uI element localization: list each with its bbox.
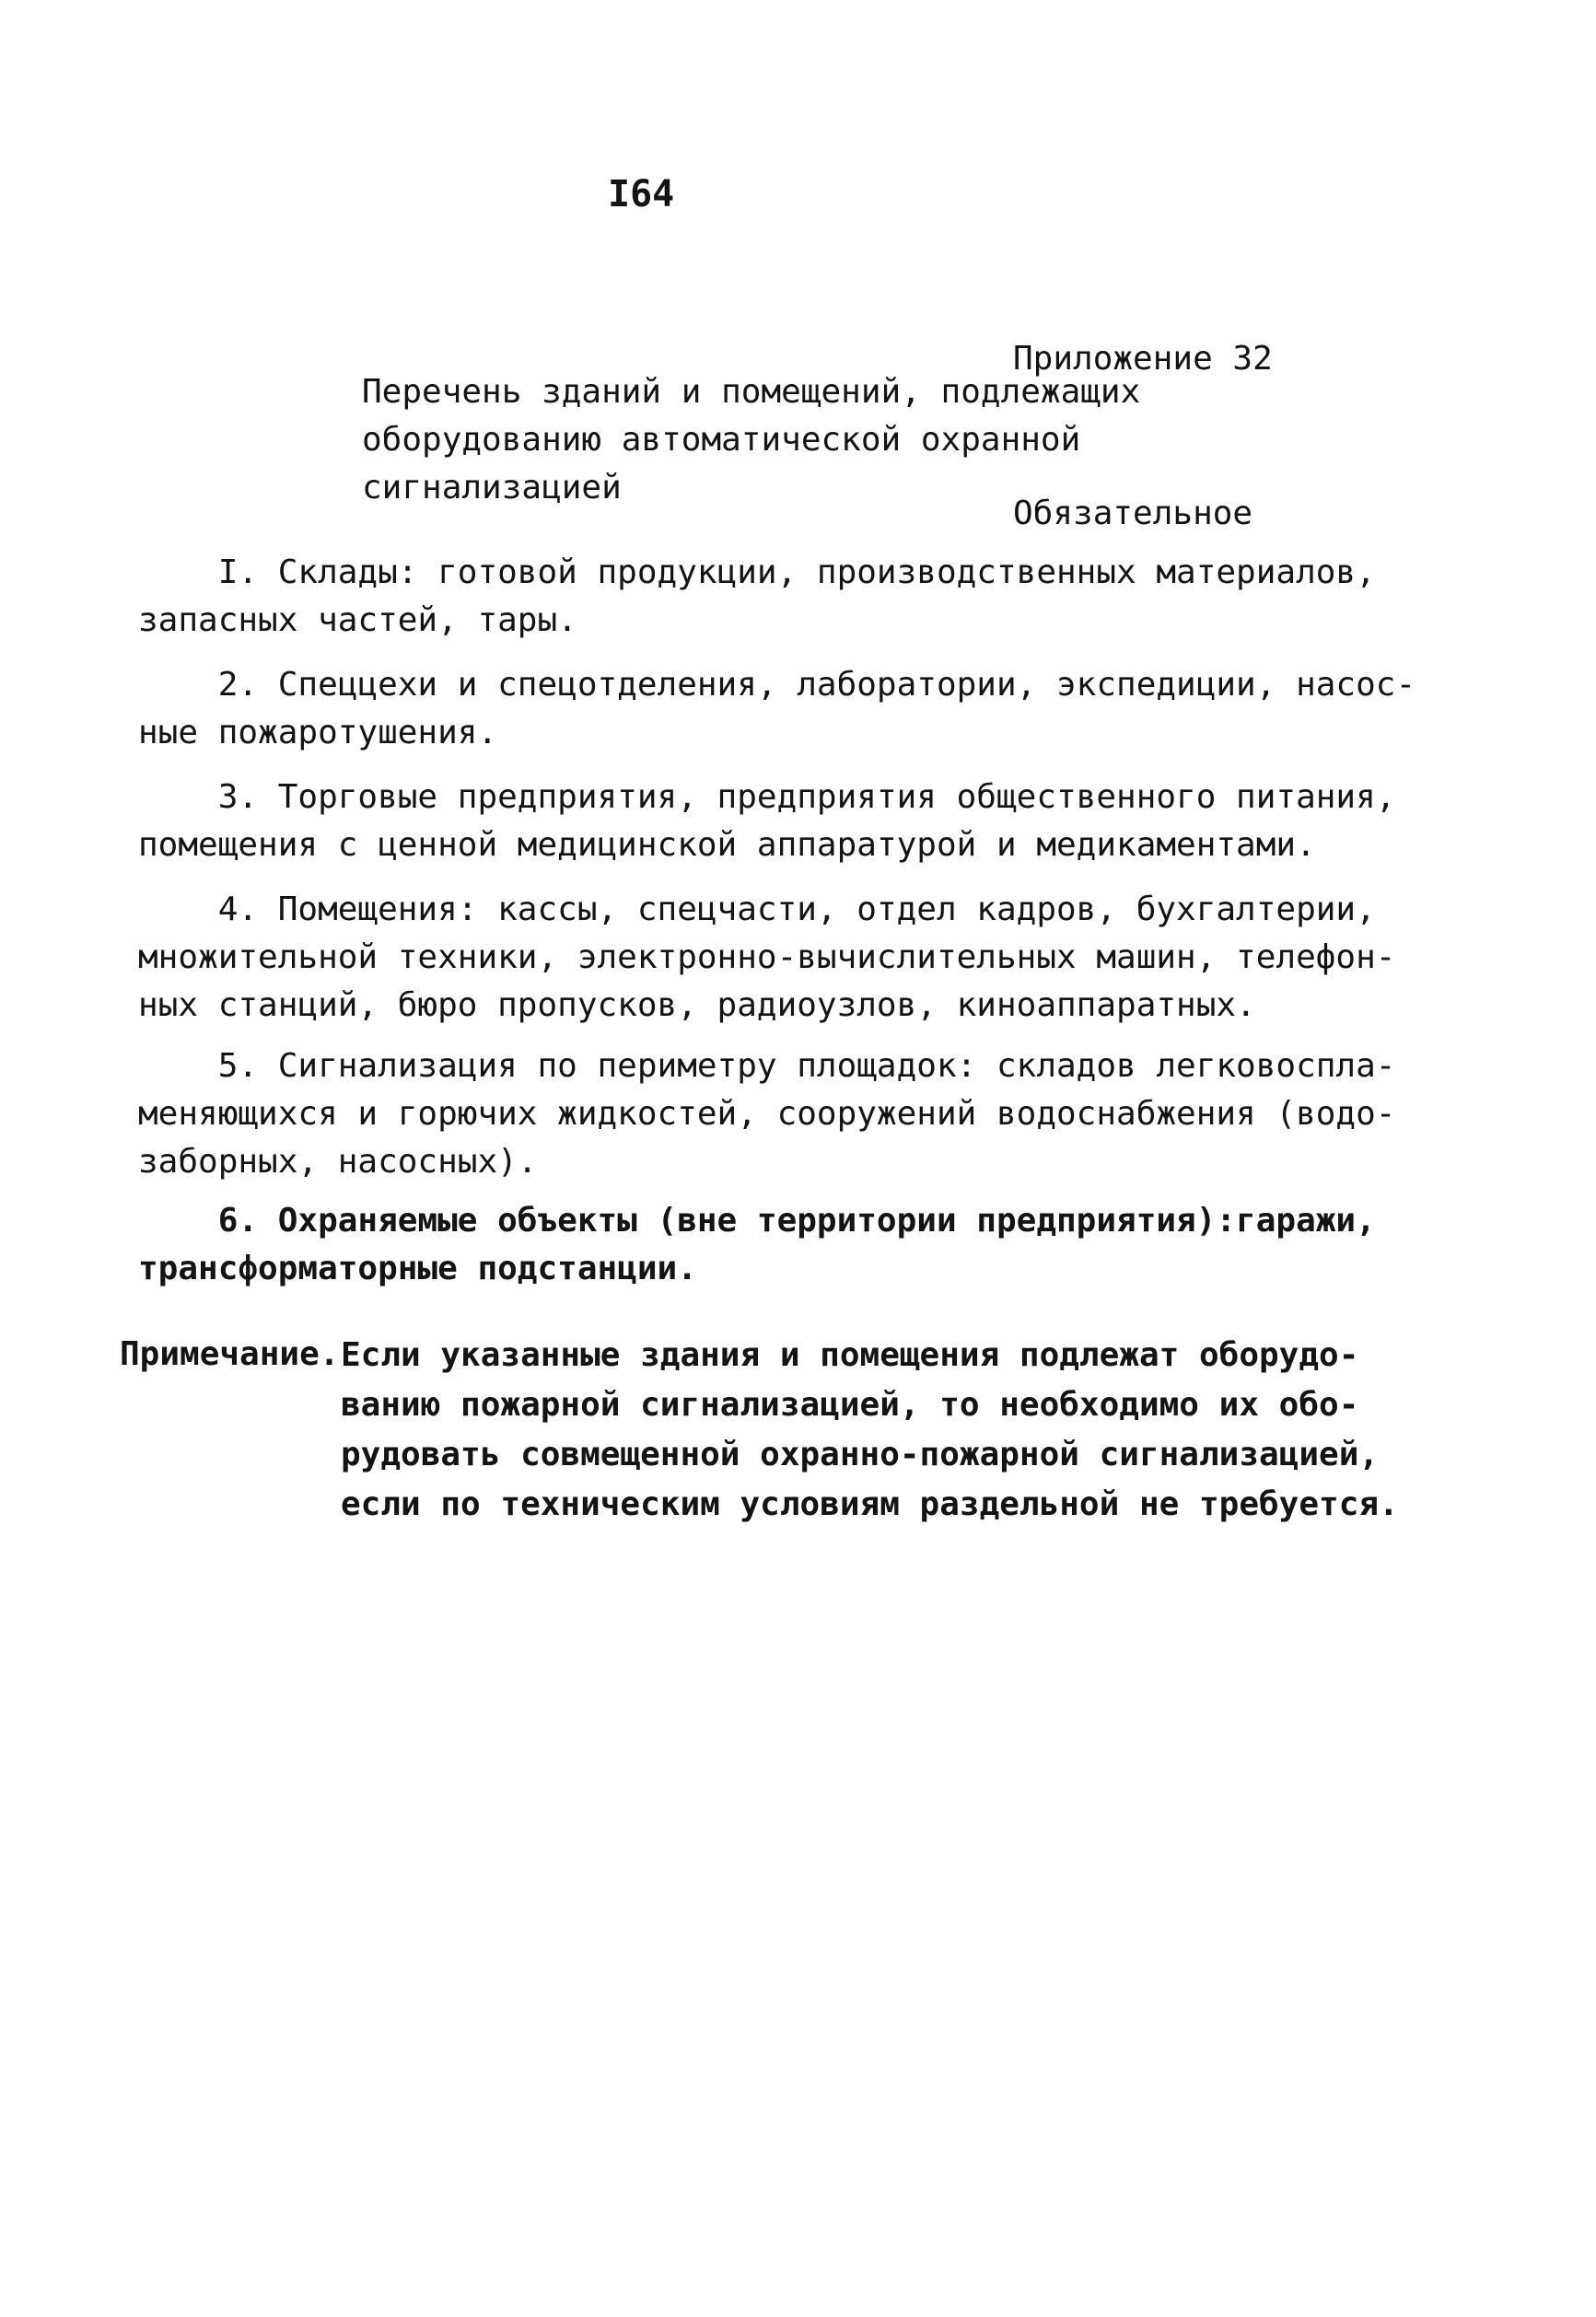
list-item-3: [138, 774, 1396, 869]
list-item-line: 6. Охраняемые объекты (вне территории предприятия):гаражи,: [138, 1202, 1376, 1240]
list-item-line: запасных частей, тары.: [138, 601, 577, 639]
annex-status: Обязательное: [1013, 495, 1253, 532]
list-item-5: [138, 1042, 1396, 1186]
list-item-line: ных станций, бюро пропусков, радиоузлов, киноаппаратных.: [138, 986, 1256, 1024]
list-item-line: 3. Торговые предприятия, предприятия общественного питания,: [138, 778, 1396, 816]
list-item-4: [138, 886, 1396, 1030]
list-item-line: ные пожаротушения.: [138, 714, 498, 751]
list-item-line: множительной техники, электронно-вычислительных машин, телефон-: [138, 938, 1396, 976]
list-item-line: трансформаторные подстанции.: [138, 1250, 697, 1287]
title-line: оборудованию автоматической охранной: [362, 421, 1081, 459]
note-label: Примечание.: [120, 1335, 340, 1373]
annex-number: Приложение 32: [1013, 340, 1273, 378]
list-item-2: [138, 661, 1416, 757]
list-item-6: [138, 1197, 1376, 1293]
note-line: Если указанные здания и помещения подлежат оборудо-: [341, 1336, 1359, 1374]
page-number: I64: [608, 173, 675, 215]
list-item-line: 4. Помещения: кассы, спецчасти, отдел кадров, бухгалтерии,: [138, 891, 1376, 928]
note-line: ванию пожарной сигнализацией, то необходимо их обо-: [341, 1386, 1359, 1424]
list-item-line: 5. Сигнализация по периметру площадок: складов легковоспла-: [138, 1047, 1396, 1085]
title-line: сигнализацией: [362, 469, 622, 506]
note-line: если по техническим условиям раздельной не требуется.: [341, 1485, 1399, 1523]
title-line: Перечень зданий и помещений, подлежащих: [362, 373, 1141, 411]
list-item-line: 2. Спеццехи и спецотделения, лаборатории, экспедиции, насос-: [138, 666, 1416, 704]
list-item-line: помещения с ценной медицинской аппаратурой и медикаментами.: [138, 826, 1316, 864]
note-line: рудовать совмещенной охранно-пожарной сигнализацией,: [341, 1436, 1380, 1473]
list-item-line: I. Склады: готовой продукции, производственных материалов,: [138, 553, 1376, 591]
list-item-1: [138, 549, 1376, 645]
list-item-line: заборных, насосных).: [138, 1143, 538, 1181]
document-title: [362, 368, 1140, 512]
list-item-line: меняющихся и горючих жидкостей, сооружений водоснабжения (водо-: [138, 1095, 1396, 1133]
note-body: [341, 1331, 1399, 1530]
